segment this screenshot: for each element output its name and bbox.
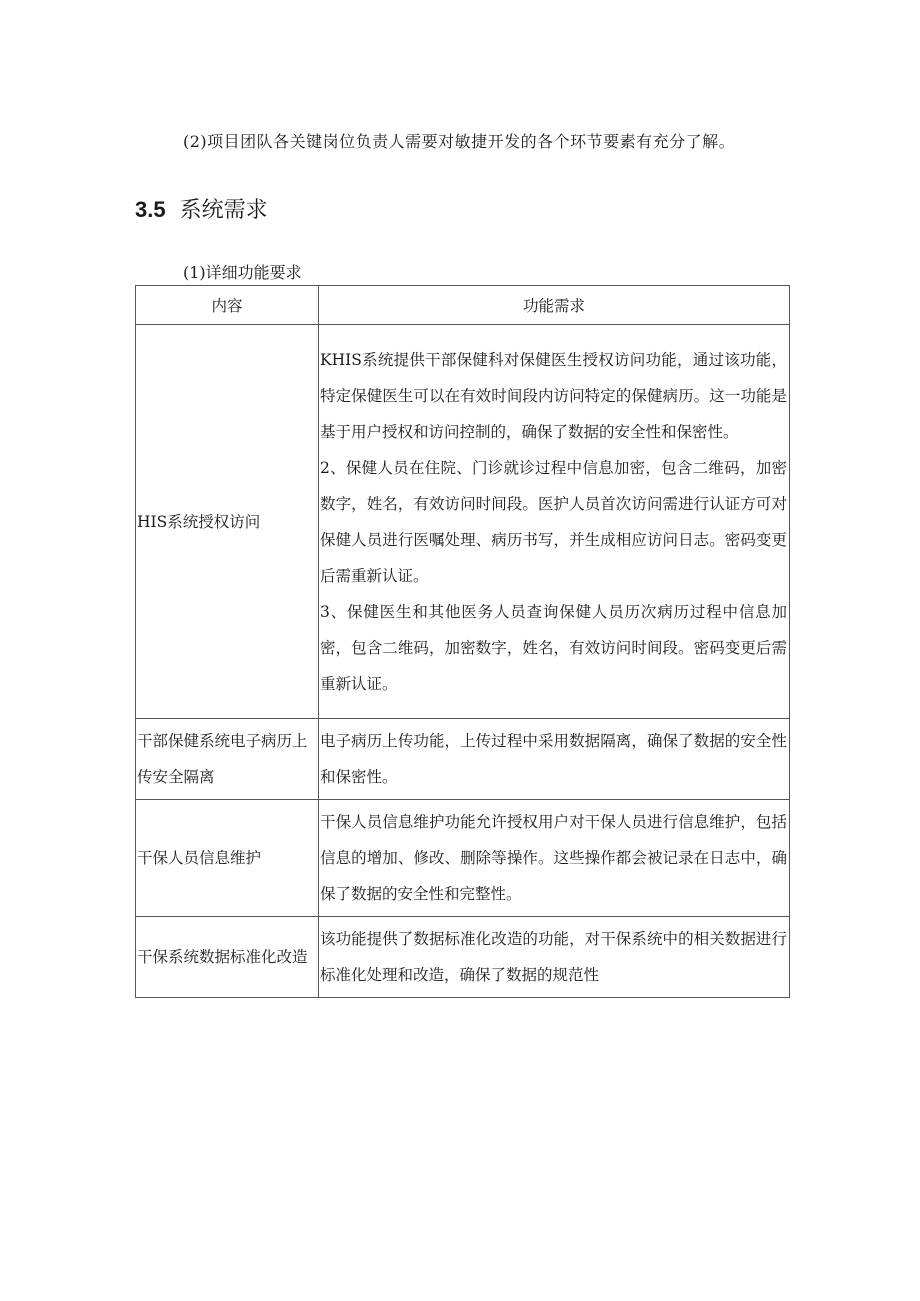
header-function-requirement: 功能需求 [319, 286, 790, 325]
row-name: HIS系统授权访问 [136, 325, 319, 719]
table-row [136, 800, 790, 917]
section-number: 3.5 [135, 197, 166, 222]
section-title: 系统需求 [179, 198, 268, 223]
description-paragraph: 3、保健医生和其他医务人员查询保健人员历次病历过程中信息加密，包含二维码，加密数字，姓名，有效访问时间段。密码变更后需重新认证。 [320, 602, 787, 693]
description-paragraph: KHIS系统提供干部保健科对保健医生授权访问功能，通过该功能，特定保健医生可以在有效时间段内访问特定的保健病历。这一功能是基于用户授权和访问控制的，确保了数据的安全性和保密性。 [320, 350, 787, 441]
description-paragraph: 电子病历上传功能，上传过程中采用数据隔离，确保了数据的安全性和保密性。 [320, 732, 787, 786]
row-name: 干部保健系统电子病历上传安全隔离 [136, 719, 319, 800]
requirements-table [135, 285, 790, 998]
description-paragraph: 干保人员信息维护功能允许授权用户对干保人员进行信息维护，包括信息的增加、修改、删除等操作。这些操作都会被记录在日志中，确保了数据的安全性和完整性。 [320, 813, 787, 903]
description-paragraph: 2、保健人员在住院、门诊就诊过程中信息加密，包含二维码，加密数字，姓名，有效访问时间段。医护人员首次访问需进行认证方可对保健人员进行医嘱处理、病历书写，并生成相应访问日志。密码变更后需重新认证。 [320, 458, 787, 585]
row-name: 干保系统数据标准化改造 [136, 917, 319, 998]
row-description [319, 719, 790, 800]
section-heading [135, 194, 268, 227]
table-caption: (1)详细功能要求 [183, 263, 302, 282]
intro-paragraph: (2)项目团队各关键岗位负责人需要对敏捷开发的各个环节要素有充分了解。 [183, 132, 736, 151]
table-header-row [136, 286, 790, 325]
row-description [319, 325, 790, 719]
header-content: 内容 [136, 286, 319, 325]
row-description [319, 917, 790, 998]
row-description [319, 800, 790, 917]
description-paragraph: 该功能提供了数据标准化改造的功能，对干保系统中的相关数据进行标准化处理和改造，确保了数据的规范性 [320, 930, 787, 984]
table-row [136, 325, 790, 719]
table-row [136, 719, 790, 800]
row-name: 干保人员信息维护 [136, 800, 319, 917]
table-row [136, 917, 790, 998]
